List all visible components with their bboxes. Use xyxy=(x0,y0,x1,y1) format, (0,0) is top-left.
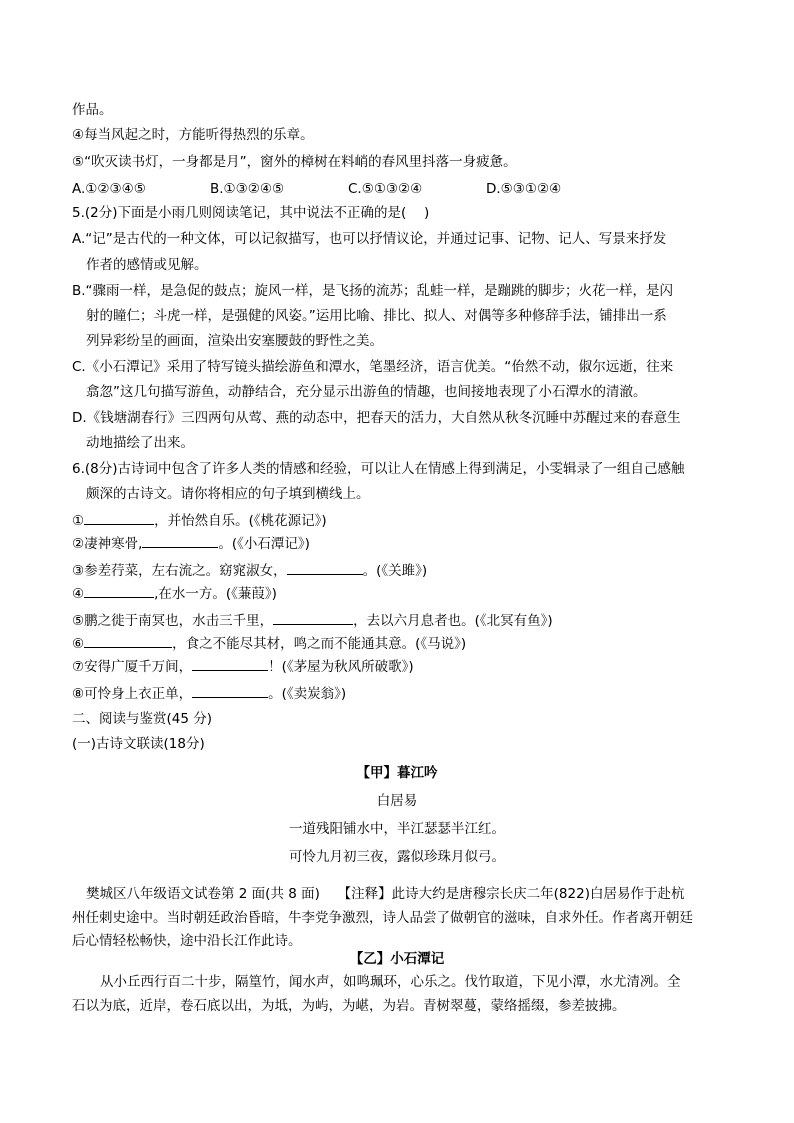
fill-8-blank[interactable] xyxy=(192,683,268,698)
fill-4-suffix: ,在水一方。(《蒹葭》) xyxy=(154,586,277,602)
fill-1-prefix: ① xyxy=(72,513,85,529)
sentence-4: ④每当风起之时，方能听得热烈的乐章。 xyxy=(72,127,314,143)
fill-6-prefix: ⑥ xyxy=(72,636,85,652)
fill-2-blank[interactable] xyxy=(142,533,218,548)
q4-option-d: D.⑤③①②④ xyxy=(486,181,562,197)
fill-8-suffix: 。(《卖炭翁》) xyxy=(268,686,347,702)
q5-option-c-line2: 翕忽”这几句描写游鱼，动静结合，充分显示出游鱼的情趣，也间接地表现了小石潭水的清澈。 xyxy=(86,384,647,400)
note-line-1: 樊城区八年级语文试卷第 2 面(共 8 面) 【注释】此诗大约是唐穆宗长庆二年(822)白居易作于赴杭 xyxy=(86,886,685,902)
fill-7-suffix: ！(《茅屋为秋风所破歌》) xyxy=(268,659,414,675)
q5-option-b-line1: B.“骤雨一样，是急促的鼓点；旋风一样，是飞扬的流苏；乱蛙一样，是蹦跳的脚步；火花一样，是闪 xyxy=(72,283,674,299)
fill-2-prefix: ②凄神寒骨, xyxy=(72,536,143,552)
fill-4-prefix: ④ xyxy=(72,586,85,602)
prose-line-2: 石以为底，近岸，卷石底以出，为坻，为屿，为嵁，为岩。青树翠蔓，蒙络摇缀，参差披拂。 xyxy=(72,998,626,1014)
section-heading: 二、阅读与鉴赏(45 分) xyxy=(72,711,213,727)
fill-item-8 xyxy=(72,683,346,704)
fill-5-prefix: ⑤鹏之徙于南冥也，水击三千里， xyxy=(72,613,274,629)
note-line-3: 后心情轻松畅快，途中沿长江作此诗。 xyxy=(72,933,302,949)
fill-1-blank[interactable] xyxy=(84,510,154,525)
fill-item-5 xyxy=(72,610,553,631)
q5-option-c-line1: C.《小石潭记》采用了特写镜头描绘游鱼和潭水，笔墨经济，语言优美。“佁然不动，俶尔远逝，往来 xyxy=(72,359,674,375)
q5-option-a-line1: A.“记”是古代的一种文体，可以记叙描写，也可以抒情议论，并通过记事、记物、记人、写景来抒发 xyxy=(72,231,667,247)
fill-3-suffix: 。(《关雎》) xyxy=(362,563,428,579)
prose-title: 【乙】小石潭记 xyxy=(349,951,445,967)
fill-7-prefix: ⑦安得广厦千万间， xyxy=(72,659,193,675)
poem-line-2: 可怜九月初三夜，露似珍珠月似弓。 xyxy=(289,849,505,865)
fill-5-blank[interactable] xyxy=(273,610,353,625)
q5-option-d-line1: D.《钱塘湖春行》三四两句从莺、燕的动态中，把春天的活力，大自然从秋冬沉睡中苏醒过来的春意生 xyxy=(72,410,681,426)
fill-2-suffix: 。(《小石潭记》) xyxy=(218,536,310,552)
fill-3-blank[interactable] xyxy=(287,560,363,575)
continued-text: 作品。 xyxy=(72,102,113,118)
fill-1-suffix: ，并怡然自乐。(《桃花源记》) xyxy=(154,513,327,529)
fill-item-2 xyxy=(72,533,310,554)
q6-stem-line1: 6.(8分)古诗词中包含了许多人类的情感和经验，可以让人在情感上得到满足，小雯辑录了一组自己感触 xyxy=(72,461,685,477)
fill-item-6 xyxy=(72,633,466,654)
prose-line-1: 从小丘西行百二十步，隔篁竹，闻水声，如鸣珮环，心乐之。伐竹取道，下见小潭，水尤清冽。全 xyxy=(100,974,681,990)
fill-item-4 xyxy=(72,583,277,604)
q4-option-b: B.①③②④⑤ xyxy=(210,181,285,197)
poem-title: 【甲】暮江吟 xyxy=(356,765,438,781)
fill-7-blank[interactable] xyxy=(192,656,268,671)
fill-4-blank[interactable] xyxy=(84,583,154,598)
fill-6-blank[interactable] xyxy=(84,633,172,648)
fill-5-suffix: ，去以六月息者也。(《北冥有鱼》) xyxy=(353,613,553,629)
fill-item-1 xyxy=(72,510,327,531)
fill-3-prefix: ③参差荇菜，左右流之。窈窕淑女， xyxy=(72,563,287,579)
q6-stem-line2: 颇深的古诗文。请你将相应的句子填到横线上。 xyxy=(86,486,370,502)
q5-option-b-line3: 列异彩纷呈的画面，渲染出安塞腰鼓的野性之美。 xyxy=(86,333,383,349)
q4-option-a: A.①②③④⑤ xyxy=(72,181,146,197)
q5-option-b-line2: 射的瞳仁；斗虎一样，是强健的风姿。”运用比喻、排比、拟人、对偶等多种修辞手法，铺排出一系 xyxy=(86,308,667,324)
q5-stem: 5.(2分)下面是小雨几则阅读笔记，其中说法不正确的是( ) xyxy=(72,205,430,221)
fill-6-suffix: ，食之不能尽其材，鸣之而不能通其意。(《马说》) xyxy=(172,636,467,652)
subsection-heading: (一)古诗文联读(18分) xyxy=(72,736,205,752)
sentence-5: ⑤“吹灭读书灯，一身都是月”，窗外的樟树在料峭的春风里抖落一身疲惫。 xyxy=(72,154,517,170)
q5-option-a-line2: 作者的感情或见解。 xyxy=(86,257,208,273)
note-line-2: 州任刺史途中。当时朝廷政治昏暗，牛李党争激烈，诗人品尝了做朝官的滋味，自求外任。作者离开朝廷 xyxy=(72,910,693,926)
poem-line-1: 一道残阳铺水中，半江瑟瑟半江红。 xyxy=(289,821,505,837)
fill-item-7 xyxy=(72,656,414,677)
fill-8-prefix: ⑧可怜身上衣正单， xyxy=(72,686,193,702)
q4-option-c: C.⑤①③②④ xyxy=(348,181,423,197)
fill-item-3 xyxy=(72,560,427,581)
q4-options xyxy=(72,179,561,199)
poem-author: 白居易 xyxy=(376,793,418,809)
q5-option-d-line2: 动地描绘了出来。 xyxy=(86,435,194,451)
